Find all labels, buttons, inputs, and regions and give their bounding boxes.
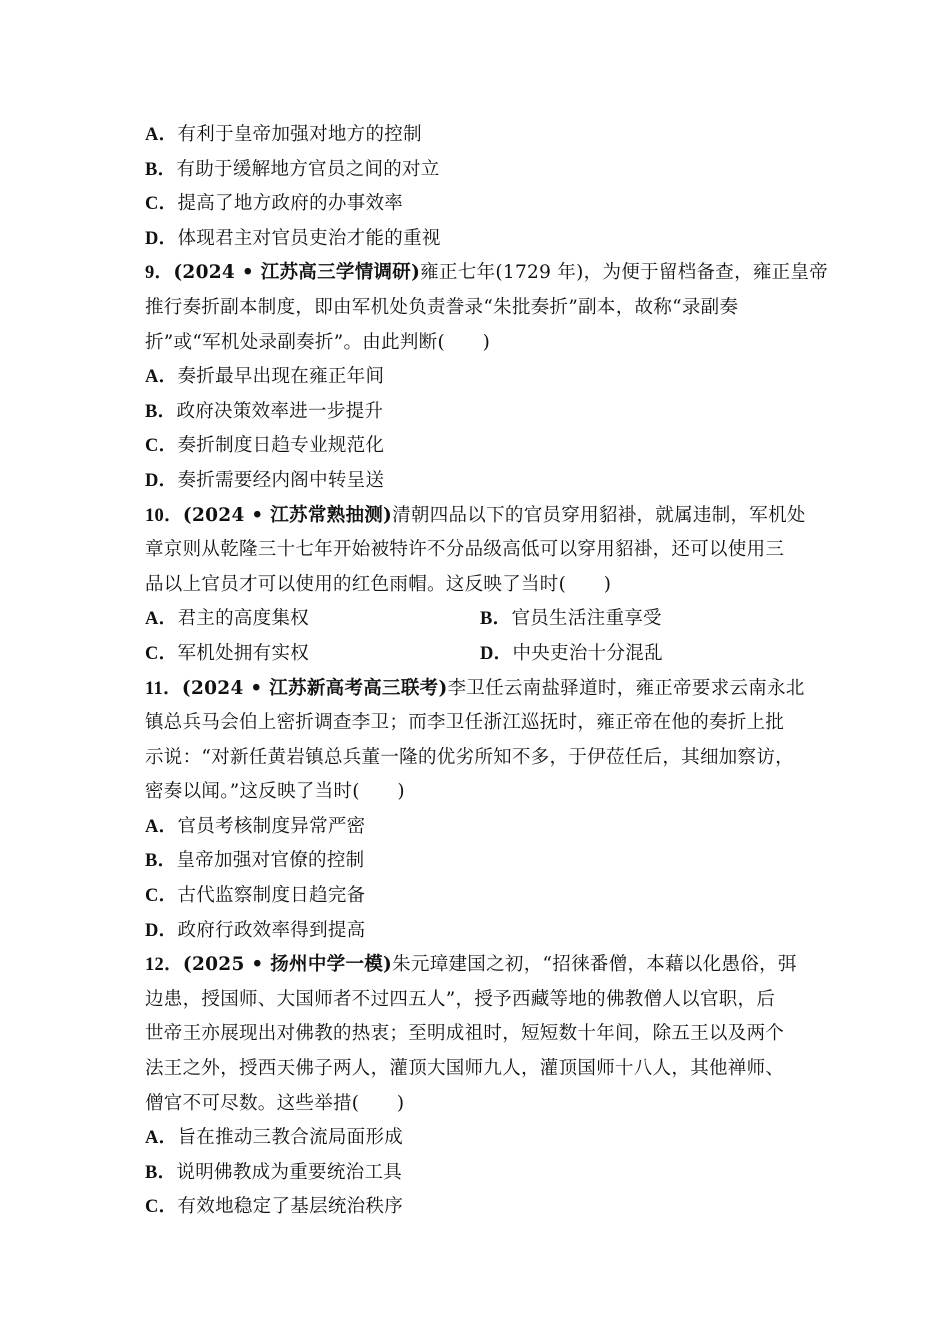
- q12-option-c: [145, 1190, 825, 1225]
- question-text: 清朝四品以下的官员穿用貂褂，就属违制，军机处: [392, 504, 806, 526]
- q9-stem-line: 推行奏折副本制度，即由军机处负责誊录“朱批奏折”副本，故称“录副奏: [145, 296, 739, 318]
- q11-stem-line: 密奏以闻。”这反映了当时( ): [145, 781, 405, 803]
- q12-stem-line: 法王之外，授西天佛子两人，灌顶大国师九人，灌顶国师十八人，其他禅师、: [145, 1058, 785, 1080]
- question-source: (2025 • 扬州中学一模): [182, 954, 393, 976]
- question-number: 12．: [145, 955, 183, 976]
- option-letter: B．: [145, 851, 177, 872]
- question-text: 李卫任云南盐驿道时，雍正帝要求云南永北: [447, 677, 805, 699]
- option-letter: A．: [145, 609, 178, 630]
- q10-option-a: [145, 602, 480, 637]
- q11-option-b: [145, 844, 825, 879]
- question-text: 朱元璋建国之初，“招徕番僧，本藉以化愚俗，弭: [392, 954, 797, 976]
- option-text: 政府决策效率进一步提升: [176, 400, 384, 422]
- q9-option-a: [145, 360, 825, 395]
- q10-options-row: [145, 637, 825, 672]
- q12-option-b: [145, 1156, 825, 1191]
- q8-option-a: [145, 118, 825, 153]
- option-text: 官员生活注重享受: [511, 608, 662, 630]
- option-text: 皇帝加强对官僚的控制: [176, 850, 365, 872]
- q9-option-b: [145, 395, 825, 430]
- option-letter: D．: [145, 920, 178, 941]
- option-letter: B．: [145, 401, 177, 422]
- option-letter: D．: [145, 470, 178, 491]
- option-text: 旨在推动三教合流局面形成: [177, 1127, 404, 1149]
- q10-stem-line: [145, 499, 825, 534]
- option-text: 有效地稳定了基层统治秩序: [177, 1196, 404, 1218]
- option-letter: B．: [480, 609, 512, 630]
- option-text: 古代监察制度日趋完备: [177, 885, 366, 907]
- question-number: 10．: [145, 505, 183, 526]
- option-text: 有利于皇帝加强对地方的控制: [177, 124, 422, 145]
- q9-stem-line: 折”或“军机处录副奏折”。由此判断( ): [145, 331, 491, 353]
- q12-stem-line: [145, 948, 825, 983]
- option-letter: C．: [145, 1197, 178, 1218]
- q10-option-d: [480, 637, 815, 672]
- option-letter: D．: [145, 228, 178, 249]
- option-letter: B．: [145, 1162, 177, 1183]
- q9-option-d: [145, 464, 825, 499]
- q12-stem-line: 边患，授国师、大国师者不过四五人”，授予西藏等地的佛教僧人以官职，后: [145, 988, 776, 1010]
- q8-option-b: [145, 153, 825, 188]
- question-source: (2024 • 江苏新高考高三联考): [181, 677, 448, 699]
- option-letter: C．: [145, 886, 178, 907]
- q11-option-a: [145, 810, 825, 845]
- option-letter: C．: [145, 194, 178, 215]
- question-number: 9．: [145, 263, 174, 284]
- option-text: 体现君主对官员吏治才能的重视: [177, 227, 441, 249]
- option-text: 奏折需要经内阁中转呈送: [177, 469, 385, 491]
- option-text: 军机处拥有实权: [177, 642, 310, 664]
- option-text: 官员考核制度异常严密: [177, 815, 366, 837]
- q11-stem-line: [145, 672, 825, 707]
- q10-option-c: [145, 637, 480, 672]
- q12-stem-line: 僧官不可尽数。这些举措( ): [145, 1092, 405, 1114]
- question-text: 雍正七年(1729 年)，为便于留档备查，雍正皇帝: [420, 262, 829, 284]
- option-letter: A．: [145, 1128, 178, 1149]
- q8-option-d: [145, 222, 825, 257]
- option-text: 奏折制度日趋专业规范化: [177, 435, 385, 457]
- q10-stem-line: 品以上官员才可以使用的红色雨帽。这反映了当时( ): [145, 573, 612, 595]
- option-text: 君主的高度集权: [177, 608, 310, 630]
- q10-option-b: [480, 602, 815, 637]
- question-source: (2024 • 江苏常熟抽测): [182, 504, 393, 526]
- q11-option-c: [145, 879, 825, 914]
- option-text: 提高了地方政府的办事效率: [177, 193, 404, 215]
- q9-option-c: [145, 429, 825, 464]
- document-content: [145, 118, 829, 1225]
- option-letter: C．: [145, 436, 178, 457]
- q10-options-row: [145, 602, 825, 637]
- question-number: 11．: [145, 678, 182, 699]
- option-text: 有助于缓解地方官员之间的对立: [176, 158, 440, 180]
- option-text: 中央吏治十分混乱: [512, 642, 663, 664]
- option-letter: A．: [145, 816, 178, 837]
- q12-stem-line: 世帝王亦展现出对佛教的热衷；至明成祖时，短短数十年间，除五王以及两个: [145, 1023, 785, 1045]
- question-source: (2024 • 江苏高三学情调研): [173, 262, 421, 284]
- option-letter: D．: [480, 643, 513, 664]
- option-letter: B．: [145, 159, 177, 180]
- option-text: 说明佛教成为重要统治工具: [176, 1161, 403, 1183]
- q11-stem-line: 镇总兵马会伯上密折调查李卫；而李卫任浙江巡抚时，雍正帝在他的奏折上批: [145, 712, 785, 734]
- q11-option-d: [145, 914, 825, 949]
- q12-option-a: [145, 1121, 825, 1156]
- q9-stem-line: [145, 256, 829, 291]
- option-text: 奏折最早出现在雍正年间: [177, 366, 385, 388]
- q8-option-c: [145, 187, 825, 222]
- option-letter: A．: [145, 125, 178, 145]
- q11-stem-line: 示说：“对新任黄岩镇总兵董一隆的优劣所知不多，于伊莅任后，其细加察访，: [145, 746, 794, 768]
- q10-stem-line: 章京则从乾隆三十七年开始被特许不分品级高低可以穿用貂褂，还可以使用三: [145, 539, 785, 561]
- option-letter: A．: [145, 367, 178, 388]
- option-letter: C．: [145, 643, 178, 664]
- option-text: 政府行政效率得到提高: [177, 919, 366, 941]
